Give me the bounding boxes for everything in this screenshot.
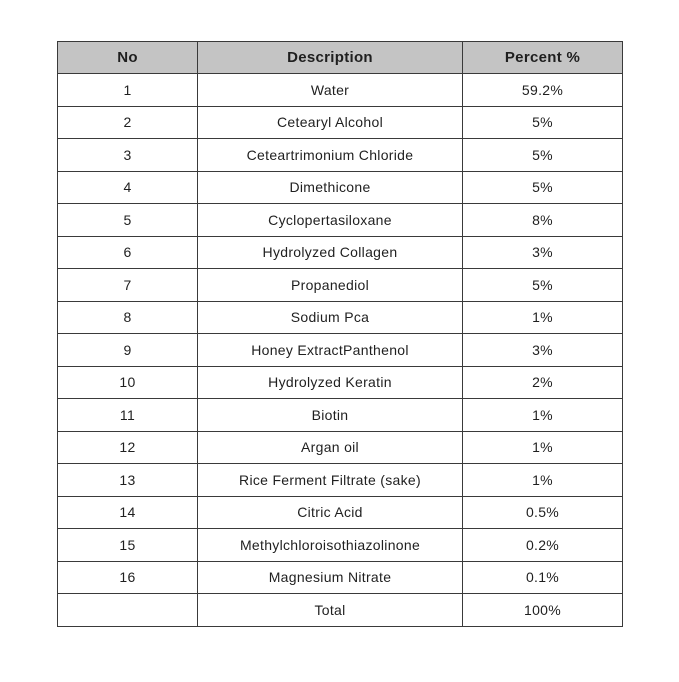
cell-no: 15 [58, 529, 198, 562]
table-row [58, 269, 623, 302]
cell-description: Dimethicone [198, 171, 463, 204]
cell-no: 7 [58, 269, 198, 302]
cell-percent: 5% [463, 269, 623, 302]
table-row [58, 301, 623, 334]
cell-percent: 5% [463, 139, 623, 172]
cell-percent: 1% [463, 301, 623, 334]
cell-no: 13 [58, 464, 198, 497]
cell-description: Rice Ferment Filtrate (sake) [198, 464, 463, 497]
table-row [58, 171, 623, 204]
cell-percent: 5% [463, 106, 623, 139]
cell-percent: 5% [463, 171, 623, 204]
cell-percent: 100% [463, 594, 623, 627]
cell-no: 8 [58, 301, 198, 334]
cell-no: 4 [58, 171, 198, 204]
cell-percent: 0.2% [463, 529, 623, 562]
table-row [58, 561, 623, 594]
cell-description: Hydrolyzed Keratin [198, 366, 463, 399]
cell-percent: 2% [463, 366, 623, 399]
table-row [58, 496, 623, 529]
cell-percent: 8% [463, 204, 623, 237]
table-row [58, 334, 623, 367]
table-row [58, 139, 623, 172]
cell-description: Propanediol [198, 269, 463, 302]
table-row [58, 464, 623, 497]
cell-no: 6 [58, 236, 198, 269]
table-row-total [58, 594, 623, 627]
table-body [58, 74, 623, 627]
cell-description: Biotin [198, 399, 463, 432]
cell-percent: 1% [463, 464, 623, 497]
cell-description: Sodium Pca [198, 301, 463, 334]
table-row [58, 106, 623, 139]
cell-description: Water [198, 74, 463, 107]
cell-description: Cyclopertasiloxane [198, 204, 463, 237]
table-row [58, 74, 623, 107]
cell-percent: 1% [463, 431, 623, 464]
cell-description: Cetearyl Alcohol [198, 106, 463, 139]
ingredients-table [57, 41, 623, 627]
cell-percent: 59.2% [463, 74, 623, 107]
cell-no: 11 [58, 399, 198, 432]
cell-no: 2 [58, 106, 198, 139]
cell-no: 14 [58, 496, 198, 529]
cell-percent: 1% [463, 399, 623, 432]
cell-no: 10 [58, 366, 198, 399]
table-row [58, 529, 623, 562]
cell-no [58, 594, 198, 627]
cell-description: Ceteartrimonium Chloride [198, 139, 463, 172]
table-row [58, 236, 623, 269]
header-row [58, 42, 623, 74]
cell-no: 1 [58, 74, 198, 107]
cell-percent: 0.5% [463, 496, 623, 529]
table-header [58, 42, 623, 74]
cell-description: Total [198, 594, 463, 627]
cell-percent: 3% [463, 236, 623, 269]
cell-description: Argan oil [198, 431, 463, 464]
column-header-description: Description [198, 42, 463, 74]
cell-description: Honey ExtractPanthenol [198, 334, 463, 367]
cell-percent: 0.1% [463, 561, 623, 594]
column-header-percent: Percent % [463, 42, 623, 74]
cell-description: Methylchloroisothiazolinone [198, 529, 463, 562]
cell-percent: 3% [463, 334, 623, 367]
column-header-no: No [58, 42, 198, 74]
cell-no: 5 [58, 204, 198, 237]
cell-no: 9 [58, 334, 198, 367]
table-row [58, 399, 623, 432]
cell-description: Hydrolyzed Collagen [198, 236, 463, 269]
table-row [58, 204, 623, 237]
cell-no: 12 [58, 431, 198, 464]
cell-description: Citric Acid [198, 496, 463, 529]
cell-description: Magnesium Nitrate [198, 561, 463, 594]
table-row [58, 366, 623, 399]
cell-no: 16 [58, 561, 198, 594]
cell-no: 3 [58, 139, 198, 172]
table-row [58, 431, 623, 464]
